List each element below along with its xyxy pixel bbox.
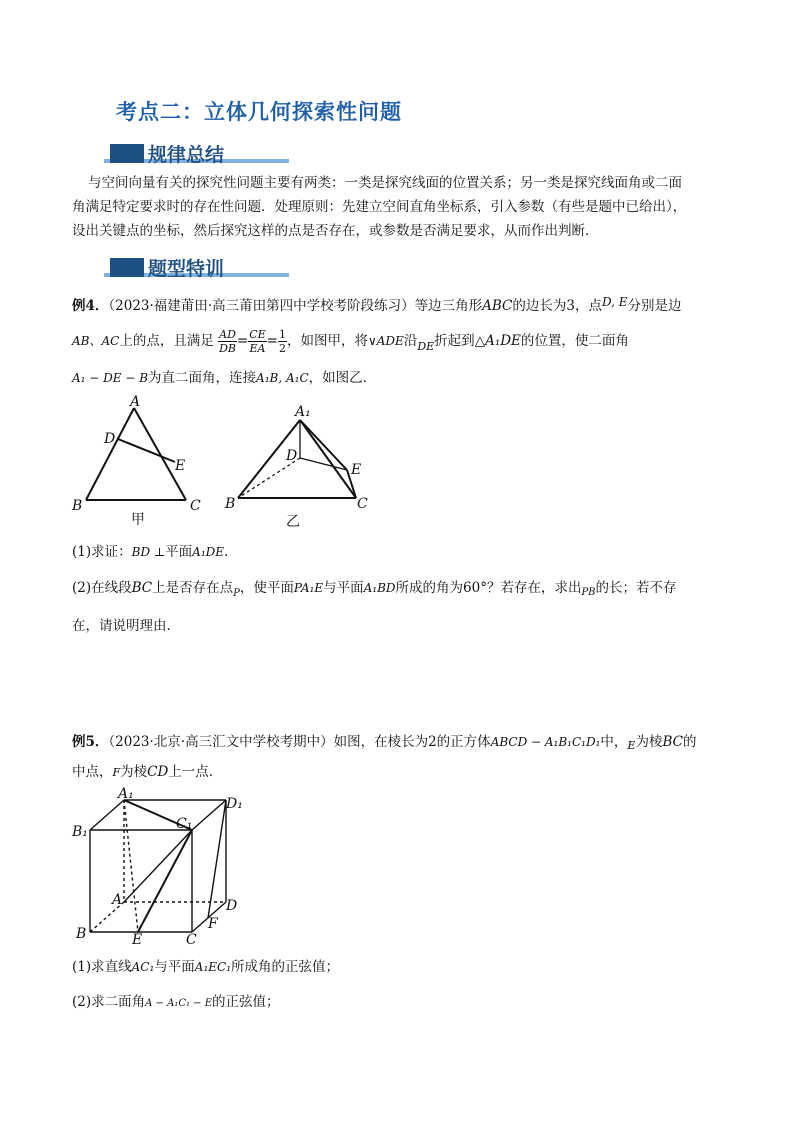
- figure-jia: [86, 408, 186, 500]
- math: A₁ − DE − B: [72, 371, 149, 385]
- edge-C1E: [138, 830, 192, 932]
- text: (2)求二面角: [72, 994, 146, 1010]
- band-block: [110, 258, 144, 277]
- label-B1: B₁: [72, 824, 88, 840]
- label-A: A: [130, 394, 141, 410]
- label-C1: C₁: [176, 816, 193, 832]
- text: 的正弦值；: [212, 994, 280, 1010]
- summary-line-3: 设出关键点的坐标，然后探究这样的点是否存在，或参数是否满足要求，从而作出判断．: [72, 223, 599, 239]
- label-E: E: [351, 462, 362, 478]
- math: A₁DE: [192, 545, 225, 559]
- example-5-question-1: [72, 955, 752, 979]
- text: 为棱: [635, 734, 663, 750]
- example-4-question-1: [72, 540, 752, 564]
- band-block: [110, 144, 144, 163]
- edge-D1C1: [192, 800, 226, 830]
- text: ，如图乙．: [308, 370, 377, 386]
- band-label: 规律总结: [148, 144, 225, 166]
- caption-yi: 乙: [286, 514, 300, 530]
- math: PA₁E: [293, 581, 324, 595]
- math: A₁EC₁: [194, 960, 232, 974]
- label-B: B: [76, 926, 87, 942]
- example-5-question-2: [72, 990, 752, 1016]
- label-E: E: [175, 458, 186, 474]
- text: 上一点．: [168, 764, 223, 780]
- text: （2023·福建莆田·高三莆田第四中学校考阶段练习）等边三角形: [108, 298, 483, 314]
- edge-A1B1: [90, 800, 124, 830]
- math: CD: [147, 764, 169, 780]
- math: △A₁DE: [474, 333, 521, 349]
- label-A1: A₁: [118, 786, 134, 802]
- fraction: $\frac{CE}{EA}$: [249, 328, 266, 355]
- text: (1)求证：: [72, 544, 132, 560]
- edge-AB: [86, 408, 134, 500]
- text: 的位置，使二面角: [520, 333, 629, 349]
- fraction: $\frac{1}{2}$: [278, 328, 286, 355]
- text: 中点，: [72, 764, 113, 780]
- example-4-line-2: AB、AC上的点，且满足 $\frac{AD}{DB}$ = $\frac{CE}{EA}$ = $\frac{1}{2}$ ，如图甲，将∨ADE沿$_{DE}$折起到△A₁DE的位置，使二面角: [72, 328, 629, 355]
- math: A − A₁C₁ − E: [145, 998, 213, 1009]
- text: .: [224, 544, 229, 560]
- label-C: C: [186, 932, 197, 946]
- summary-line-2: 角满足特定要求时的存在性问题．处理原则：先建立空间直角坐标系，引入参数（有些是题中已给出），: [72, 199, 687, 215]
- text: 为直二面角，连接: [148, 370, 257, 386]
- section-band-summary: [104, 140, 294, 166]
- text: 在，请说明理由．: [72, 618, 180, 634]
- math: F: [112, 766, 121, 779]
- label-A1: A₁: [295, 404, 311, 420]
- text: 与平面: [154, 959, 195, 975]
- example-5-line-2: [72, 760, 752, 785]
- label-D1: D₁: [226, 796, 243, 812]
- math: BC: [131, 580, 153, 596]
- edge-AC1: [124, 830, 192, 902]
- edge-AC: [134, 408, 186, 500]
- example-label: 例4．: [72, 298, 109, 314]
- edge-A1E-dashed: [124, 800, 138, 932]
- text: 的边长为3，点: [512, 298, 602, 314]
- text: ？若存在，求出: [486, 580, 582, 596]
- text: (1)求直线: [72, 959, 132, 975]
- text: 所成的角为: [395, 580, 464, 596]
- band-label: 题型特训: [148, 258, 225, 280]
- label-F: F: [208, 916, 218, 932]
- text: 中，: [600, 734, 628, 750]
- text: 所成角的正弦值；: [231, 959, 340, 975]
- example-4-line-1: [72, 290, 752, 318]
- label-B: B: [72, 498, 83, 514]
- text: ，如图甲，将: [286, 333, 368, 349]
- text: 上的点，且满足: [119, 333, 214, 349]
- caption-jia: 甲: [131, 512, 145, 528]
- text: 平面: [165, 544, 193, 560]
- summary-paragraph: [72, 171, 748, 243]
- figure-jia-yi: [60, 392, 400, 532]
- math: ABC: [482, 298, 513, 314]
- edge-A1E: [300, 420, 347, 470]
- text: 为棱: [120, 764, 148, 780]
- cube-edges: [90, 800, 226, 932]
- math: 60°: [463, 580, 487, 596]
- text: 上是否存在点: [152, 580, 234, 596]
- label-C: C: [190, 498, 201, 514]
- math: AB、AC: [72, 334, 120, 348]
- example-4-line-3: [72, 366, 752, 390]
- example-4-question-2: [72, 576, 762, 638]
- example-5-line-1: [72, 730, 762, 758]
- section-band-practice: [104, 254, 294, 280]
- math: E: [627, 739, 636, 752]
- edge-DE: [300, 458, 347, 470]
- math: DE: [417, 340, 435, 353]
- math: BC: [662, 734, 683, 750]
- label-B: B: [225, 496, 236, 512]
- text: ，使平面: [239, 580, 294, 596]
- math: PB: [581, 587, 596, 598]
- label-D: D: [286, 448, 298, 464]
- math: ABCD − A₁B₁C₁D₁: [490, 735, 601, 749]
- section-title: 考点二：立体几何探索性问题: [116, 100, 402, 124]
- text: （2023·北京·高三汇文中学校考期中）如图，在棱长为2的正方体: [108, 734, 491, 750]
- edge-A1C: [300, 420, 356, 498]
- math: A₁B, A₁C: [256, 371, 309, 385]
- edge-D1F: [208, 800, 226, 918]
- math: P: [233, 588, 240, 599]
- edge-DE: [118, 439, 175, 462]
- label-D: D: [104, 431, 116, 447]
- label-D: D: [226, 898, 238, 914]
- math: D, E: [601, 295, 628, 309]
- math: AC₁: [131, 960, 155, 974]
- label-C: C: [357, 496, 368, 512]
- figure-cube: [66, 786, 256, 946]
- text: 的: [682, 734, 697, 750]
- text: 折起到: [434, 333, 475, 349]
- example-label: 例5．: [72, 734, 109, 750]
- summary-line-1: 与空间向量有关的探究性问题主要有两类：一类是探究线面的位置关系；另一类是探究线面角或二面: [88, 175, 682, 191]
- math: BD ⊥: [131, 545, 166, 559]
- edge-DB-dashed: [238, 458, 300, 498]
- math: A₁BD: [363, 581, 396, 595]
- math: ∨ADE: [367, 334, 404, 348]
- text: 与平面: [323, 580, 364, 596]
- text: 分别是边: [627, 298, 682, 314]
- label-E: E: [132, 932, 143, 946]
- text: 的长；若不存: [595, 580, 677, 596]
- text: (2)在线段: [72, 580, 132, 596]
- fraction: $\frac{AD}{DB}$: [219, 328, 236, 355]
- label-A: A: [112, 892, 123, 908]
- text: 沿: [403, 333, 418, 349]
